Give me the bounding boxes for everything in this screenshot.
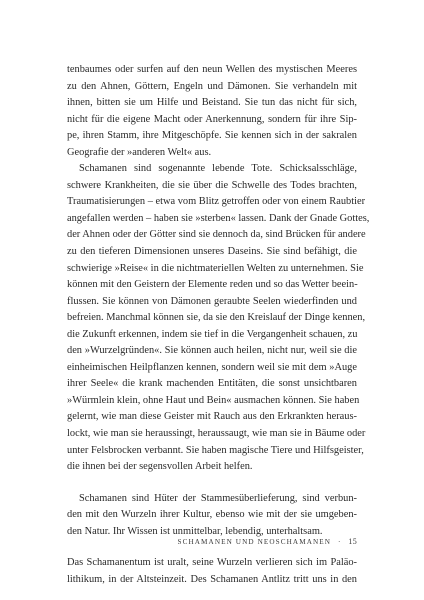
text-line: schwierige »Reise« in die nichtmateriellen Welten zu unternehmen. Sie [67, 262, 364, 274]
text-line: ihrer Seele« die krank machenden Entitäten, die sonst unsichtbaren [67, 378, 357, 390]
paragraph-gap [67, 476, 357, 491]
text-line: die Zukunft erkennen, indem sie tief in die Vergangenheit schauen, zu [67, 328, 358, 340]
text-line: Traumatisierungen – etwa vom Blitz getroffen oder von einem Raubtier [67, 196, 366, 208]
text-line: befreien. Manchmal können sie, da sie den Kreislauf der Dinge kennen, [67, 312, 366, 324]
body-text [67, 62, 370, 588]
paragraph [67, 62, 357, 161]
text-line: nicht für die eigene Macht oder Anerkennung, sondern für ihre Sip- [67, 113, 357, 125]
paragraph [67, 161, 370, 475]
text-line: zu den tieferen Dimensionen unseres Daseins. Sie sind befähigt, die [67, 246, 357, 258]
text-line: ihnen, bitten sie um Hilfe und Beistand. Sie tun das nicht für sich, [67, 97, 357, 109]
paragraph [67, 555, 357, 588]
text-line: Schamanen sind Hüter der Stammesüberlieferung, sind verbun- [79, 492, 357, 504]
text-line: Geografie der »anderen Welt« aus. [67, 146, 212, 158]
page-footer [67, 537, 357, 547]
text-line: den mit den Wurzeln ihrer Kultur, ebenso wie mit der sie umgeben- [67, 509, 357, 521]
text-line: pe, ihren Stamm, ihre Mitgeschöpfe. Sie kennen sich in der sakralen [67, 130, 357, 142]
text-line: gelernt, wie man diese Geister mit Rauch aus den Erkrankten heraus- [67, 411, 357, 423]
text-line: tenbaumes oder surfen auf den neun Wellen des mystischen Meeres [67, 64, 357, 75]
running-head: SCHAMANEN UND NEOSCHAMANEN [177, 538, 332, 546]
text-line: Schamanen sind sogenannte lebende Tote. Schicksalsschläge, [79, 163, 357, 175]
text-line: können mit den Geistern der Elemente reden und so das Wetter beein- [67, 279, 358, 291]
text-line: flussen. Sie können von Dämonen geraubte Seelen wiederfinden und [67, 295, 357, 307]
text-line: einheimischen Heilpflanzen kennen, sondern weil sie mit dem »Auge [67, 361, 357, 373]
paragraph [67, 491, 357, 541]
text-line: schwere Krankheiten, die sie über die Schwelle des Todes brachten, [67, 179, 357, 191]
text-line: lithikum, in der Altsteinzeit. Des Schamanen Antlitz tritt uns in den [67, 573, 357, 585]
text-line: angefallen werden – haben sie »sterben« lassen. Dank der Gnade Gottes, [67, 212, 370, 224]
text-line: Das Schamanentum ist uralt, seine Wurzeln verlieren sich im Paläo- [67, 557, 357, 569]
text-line: den »Wurzelgründen«. Sie können auch heilen, nicht nur, weil sie die [67, 345, 357, 357]
text-line: den Natur. Ihr Wissen ist unmittelbar, lebendig, unterhaltsam. [67, 525, 323, 537]
text-line: unter Felsbrocken verbannt. Sie haben magische Tiere und Hilfsgeister, [67, 444, 364, 456]
text-line: zu den Ahnen, Göttern, Engeln und Dämonen. Sie verhandeln mit [67, 80, 357, 92]
text-line: lockt, wie man sie heraussingt, heraussaugt, wie man sie in Bäume oder [67, 428, 366, 440]
text-line: der Ahnen oder der Götter sind sie dennoch da, sind Brücken für andere [67, 229, 366, 241]
footer-separator: · [337, 538, 342, 546]
text-line: »Würmlein klein, ohne Haut und Bein« ausmachen können. Sie haben [67, 394, 360, 406]
text-line: die ihnen bei der segensvollen Arbeit helfen. [67, 461, 253, 473]
page-number: 15 [348, 537, 357, 546]
